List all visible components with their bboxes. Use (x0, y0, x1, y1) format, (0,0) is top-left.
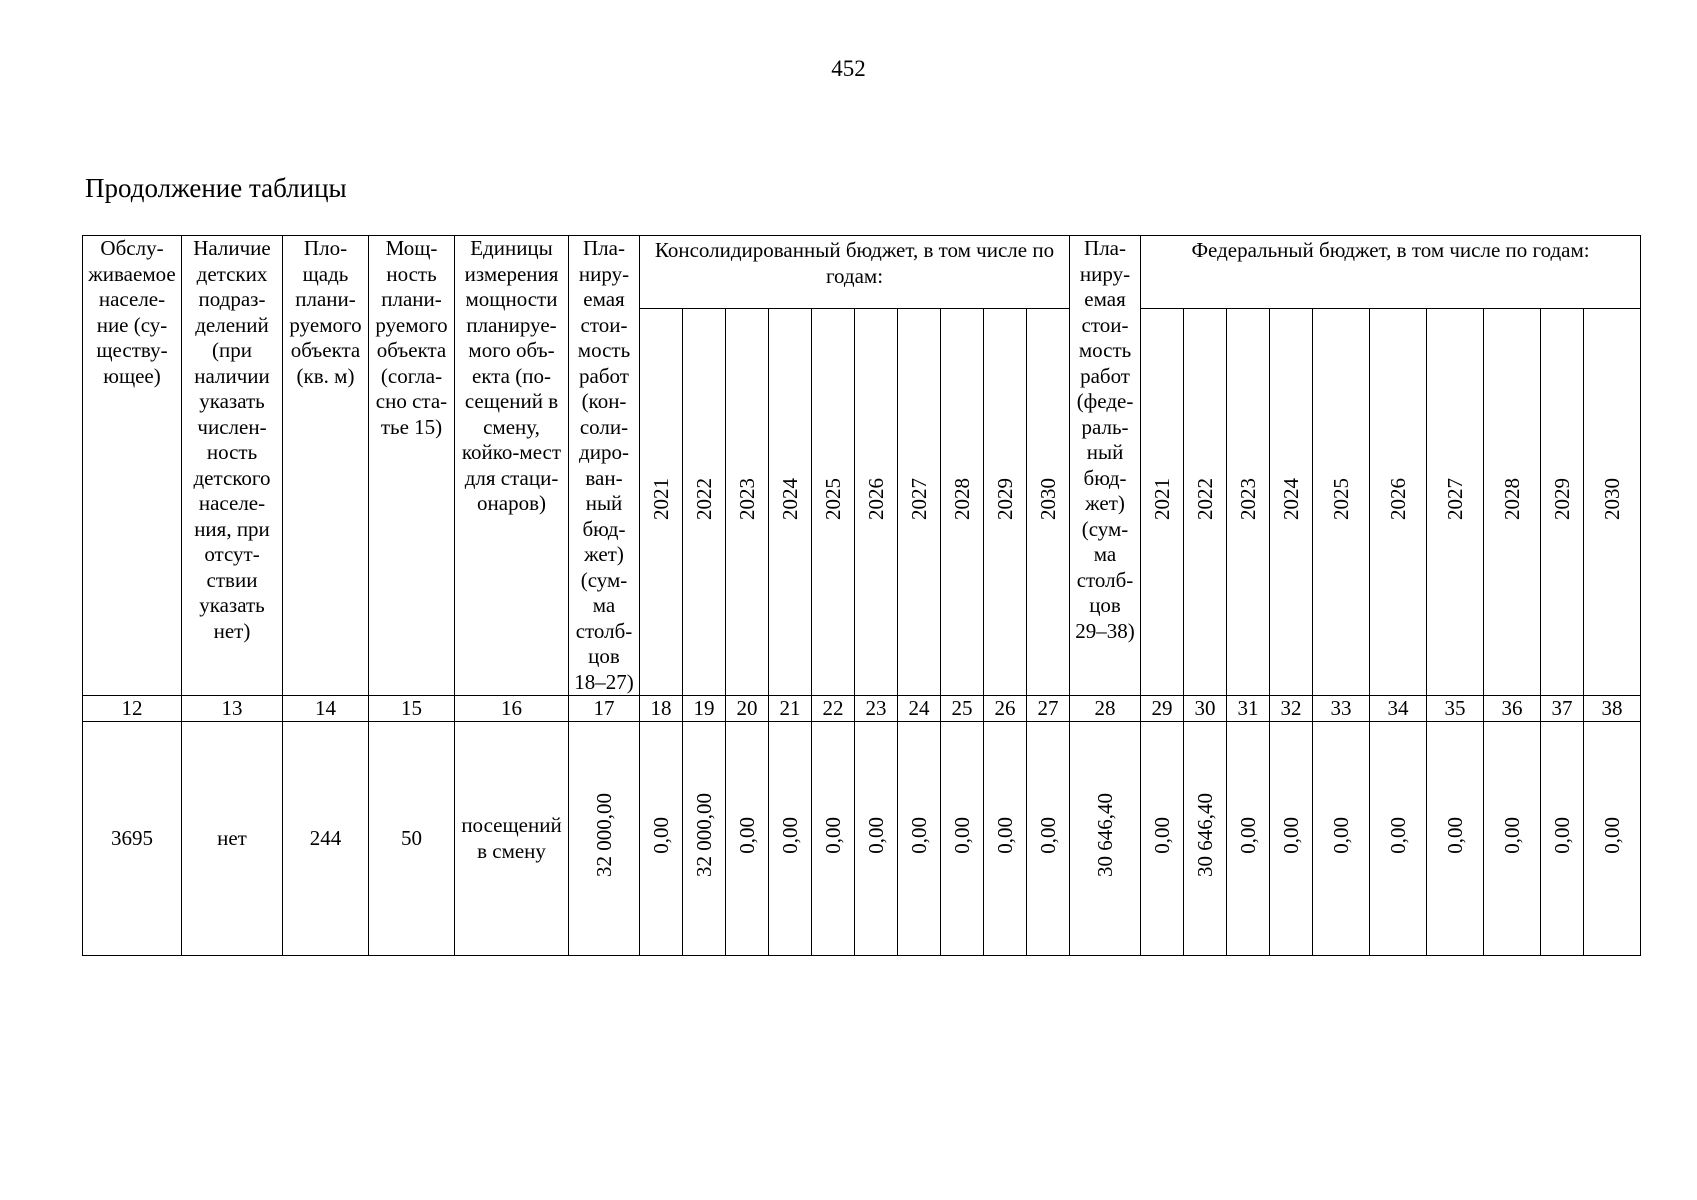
year-header: 2022 (683, 309, 726, 696)
cell-consolidated-year: 0,00 (941, 722, 984, 956)
column-number: 27 (1027, 696, 1070, 722)
year-header: 2027 (898, 309, 941, 696)
header-planned-cost-consolidated: Пла- ниру- емая стои- мость работ (кон- соли- диро- ван- ный бюд- жет) (сум- ма столб- цов 18–27) (569, 236, 640, 696)
cell-consolidated-year: 0,00 (726, 722, 769, 956)
cell-capacity: 50 (369, 722, 455, 956)
cell-consolidated-year: 0,00 (898, 722, 941, 956)
column-number: 37 (1541, 696, 1584, 722)
cell-area: 244 (283, 722, 369, 956)
cell-federal-year: 0,00 (1227, 722, 1270, 956)
column-number: 32 (1270, 696, 1313, 722)
column-number: 30 (1184, 696, 1227, 722)
cell-federal-year: 0,00 (1313, 722, 1370, 956)
cell-consolidated-year: 0,00 (640, 722, 683, 956)
cell-federal-year: 0,00 (1584, 722, 1641, 956)
cell-consolidated-year: 0,00 (769, 722, 812, 956)
cell-consolidated-year: 32 000,00 (683, 722, 726, 956)
column-number: 14 (283, 696, 369, 722)
column-number: 23 (855, 696, 898, 722)
column-number: 21 (769, 696, 812, 722)
cell-federal-year: 0,00 (1541, 722, 1584, 956)
column-number: 15 (369, 696, 455, 722)
year-header: 2025 (1313, 309, 1370, 696)
year-header: 2021 (640, 309, 683, 696)
year-header: 2021 (1141, 309, 1184, 696)
column-number: 24 (898, 696, 941, 722)
table-caption: Продолжение таблицы (85, 173, 347, 203)
cell-consolidated-year: 0,00 (812, 722, 855, 956)
cell-federal-year: 30 646,40 (1184, 722, 1227, 956)
cell-served-population: 3695 (83, 722, 182, 956)
cell-consolidated-year: 0,00 (984, 722, 1027, 956)
cell-federal-year: 0,00 (1270, 722, 1313, 956)
column-number-row (83, 696, 1641, 722)
year-header: 2028 (941, 309, 984, 696)
year-header: 2028 (1484, 309, 1541, 696)
column-number: 22 (812, 696, 855, 722)
column-number: 29 (1141, 696, 1184, 722)
year-header: 2024 (1270, 309, 1313, 696)
cell-consolidated-year: 0,00 (855, 722, 898, 956)
column-number: 17 (569, 696, 640, 722)
cell-capacity-units: посещений в смену (455, 722, 569, 956)
header-federal-budget: Федеральный бюджет, в том числе по годам: (1141, 236, 1641, 309)
year-header: 2029 (1541, 309, 1584, 696)
cell-planned-cost-federal: 30 646,40 (1070, 722, 1141, 956)
header-planned-cost-federal: Пла- ниру- емая стои- мость работ (феде- раль- ный бюд- жет) (сум- ма столб- цов 29–38) (1070, 236, 1141, 696)
column-number: 20 (726, 696, 769, 722)
column-number: 34 (1370, 696, 1427, 722)
column-number: 38 (1584, 696, 1641, 722)
year-header: 2024 (769, 309, 812, 696)
cell-planned-cost-consolidated: 32 000,00 (569, 722, 640, 956)
cell-consolidated-year: 0,00 (1027, 722, 1070, 956)
year-header: 2030 (1584, 309, 1641, 696)
year-header: 2027 (1427, 309, 1484, 696)
header-capacity: Мощ- ность плани- руемого объекта (согла- сно ста- тье 15) (369, 236, 455, 696)
cell-child-units: нет (182, 722, 283, 956)
cell-federal-year: 0,00 (1141, 722, 1184, 956)
column-number: 36 (1484, 696, 1541, 722)
year-header: 2023 (726, 309, 769, 696)
header-served-population: Обслу- живаемое населе- ние (су- ществу- ющее) (83, 236, 182, 696)
column-number: 31 (1227, 696, 1270, 722)
cell-federal-year: 0,00 (1370, 722, 1427, 956)
year-header: 2026 (855, 309, 898, 696)
year-header: 2022 (1184, 309, 1227, 696)
table-row (83, 722, 1641, 956)
column-number: 18 (640, 696, 683, 722)
column-number: 25 (941, 696, 984, 722)
header-child-units: Наличие детских подраз- делений (при наличии указать числен- ность детского населе- ния, при отсут- ствии указать нет) (182, 236, 283, 696)
column-number: 35 (1427, 696, 1484, 722)
column-number: 16 (455, 696, 569, 722)
column-number: 26 (984, 696, 1027, 722)
year-header: 2023 (1227, 309, 1270, 696)
year-header: 2025 (812, 309, 855, 696)
column-number: 12 (83, 696, 182, 722)
header-consolidated-budget: Консолидированный бюджет, в том числе по годам: (640, 236, 1070, 309)
cell-federal-year: 0,00 (1484, 722, 1541, 956)
page-number: 452 (831, 56, 866, 81)
column-number: 13 (182, 696, 283, 722)
header-capacity-units: Единицы измерения мощности планируе- мого объ- екта (по- сещений в смену, койко-мест для стаци- онаров) (455, 236, 569, 696)
year-header: 2026 (1370, 309, 1427, 696)
year-header: 2029 (984, 309, 1027, 696)
column-number: 19 (683, 696, 726, 722)
column-number: 33 (1313, 696, 1370, 722)
header-area: Пло- щадь плани- руемого объекта (кв. м) (283, 236, 369, 696)
budget-table (82, 235, 1641, 956)
header-row (83, 236, 1641, 309)
cell-federal-year: 0,00 (1427, 722, 1484, 956)
column-number: 28 (1070, 696, 1141, 722)
year-header: 2030 (1027, 309, 1070, 696)
